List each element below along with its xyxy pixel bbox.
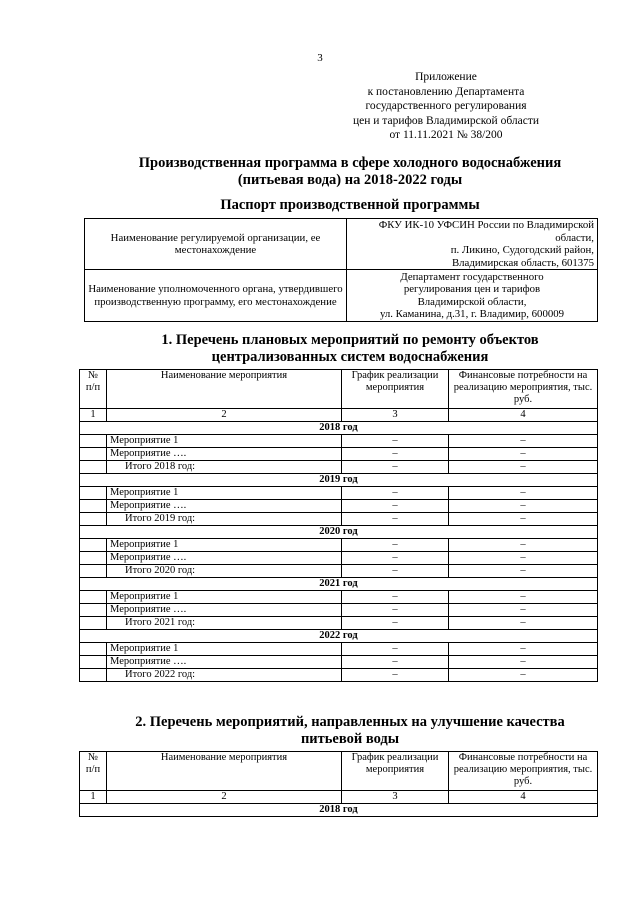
page-number: 3 — [317, 52, 323, 64]
measure-name: Мероприятие 1 — [107, 643, 342, 656]
year-total-label: Итого 2018 год: — [107, 461, 342, 474]
section2-title — [60, 714, 640, 748]
finance-value: – — [449, 552, 598, 565]
table-row — [80, 552, 598, 565]
table-row — [80, 565, 598, 578]
column-number-row — [80, 409, 598, 422]
row-num-cell — [80, 565, 107, 578]
table-row — [80, 448, 598, 461]
appendix-block — [326, 70, 566, 143]
passport-value-line: ФКУ ИК-10 УФСИН России по Владимирской — [378, 219, 594, 231]
title-line: питьевой воды — [300, 731, 400, 747]
year-row — [80, 526, 598, 539]
table-row — [80, 435, 598, 448]
year-label: 2021 год — [80, 578, 598, 591]
table-row — [80, 461, 598, 474]
header-schedule: График реализации мероприятия — [342, 752, 449, 791]
finance-value: – — [449, 643, 598, 656]
finance-value: – — [449, 461, 598, 474]
measure-name: Мероприятие …. — [107, 500, 342, 513]
col-num: 2 — [107, 791, 342, 804]
row-num-cell — [80, 643, 107, 656]
year-row — [80, 578, 598, 591]
measure-name: Мероприятие 1 — [107, 539, 342, 552]
measure-name: Мероприятие 1 — [107, 487, 342, 500]
section1-title — [60, 332, 640, 366]
finance-value: – — [449, 656, 598, 669]
passport-value — [347, 219, 598, 270]
row-num-cell — [80, 604, 107, 617]
finance-value: – — [449, 435, 598, 448]
water-quality-measures-table — [79, 751, 598, 817]
year-row — [80, 804, 598, 817]
table-row — [80, 539, 598, 552]
column-number-row — [80, 791, 598, 804]
year-total-label: Итого 2022 год: — [107, 669, 342, 682]
finance-value: – — [449, 669, 598, 682]
finance-value: – — [449, 565, 598, 578]
finance-value: – — [449, 539, 598, 552]
header-finance: Финансовые потребности на реализацию мероприятия, тыс. руб. — [449, 370, 598, 409]
year-label: 2022 год — [80, 630, 598, 643]
row-num-cell — [80, 591, 107, 604]
passport-value-line: Департамент государственного — [400, 270, 544, 283]
header-name: Наименование мероприятия — [107, 370, 342, 409]
finance-value: – — [449, 513, 598, 526]
title-line: Производственная программа в сфере холодного водоснабжения — [138, 155, 562, 171]
year-total-label: Итого 2021 год: — [107, 617, 342, 630]
schedule-value: – — [342, 669, 449, 682]
passport-row — [85, 270, 598, 322]
table-row — [80, 604, 598, 617]
col-num: 1 — [80, 409, 107, 422]
passport-value-line: ул. Каманина, д.31, г. Владимир, 600009 — [379, 308, 565, 320]
table-body — [80, 422, 598, 682]
table-row — [80, 656, 598, 669]
passport-value-line: области, — [555, 231, 594, 244]
title-line: централизованных систем водоснабжения — [211, 349, 489, 365]
header-schedule: График реализации мероприятия — [342, 370, 449, 409]
appendix-line: цен и тарифов Владимирской области — [352, 114, 540, 127]
schedule-value: – — [342, 591, 449, 604]
year-row — [80, 630, 598, 643]
finance-value: – — [449, 487, 598, 500]
header-name: Наименование мероприятия — [107, 752, 342, 791]
row-num-cell — [80, 435, 107, 448]
measure-name: Мероприятие …. — [107, 656, 342, 669]
appendix-line: к постановлению Департамента — [367, 85, 525, 98]
year-total-label: Итого 2019 год: — [107, 513, 342, 526]
year-label: 2019 год — [80, 474, 598, 487]
passport-value-line: Владимирской области, — [417, 295, 527, 308]
finance-value: – — [449, 500, 598, 513]
schedule-value: – — [342, 552, 449, 565]
title-line: (питьевая вода) на 2018-2022 годы — [237, 172, 463, 188]
passport-table — [84, 218, 598, 322]
col-num: 4 — [449, 409, 598, 422]
table-header-row — [80, 752, 598, 791]
row-num-cell — [80, 539, 107, 552]
appendix-line: от 11.11.2021 № 38/200 — [389, 129, 503, 141]
passport-value-line: регулирования цен и тарифов — [403, 283, 541, 295]
measure-name: Мероприятие 1 — [107, 591, 342, 604]
table-row — [80, 513, 598, 526]
schedule-value: – — [342, 539, 449, 552]
measure-name: Мероприятие 1 — [107, 435, 342, 448]
repair-measures-table — [79, 369, 598, 682]
table-row — [80, 487, 598, 500]
row-num-cell — [80, 617, 107, 630]
table-header-row — [80, 370, 598, 409]
year-row — [80, 422, 598, 435]
schedule-value: – — [342, 643, 449, 656]
title-line: 2. Перечень мероприятий, направленных на улучшение качества — [135, 714, 565, 730]
year-label: 2018 год — [80, 422, 598, 435]
passport-title: Паспорт производственной программы — [220, 197, 480, 213]
table-row — [80, 591, 598, 604]
schedule-value: – — [342, 461, 449, 474]
passport-value-line: п. Ликино, Судогодский район, — [450, 244, 594, 256]
year-row — [80, 474, 598, 487]
measure-name: Мероприятие …. — [107, 552, 342, 565]
finance-value: – — [449, 617, 598, 630]
header-num: № п/п — [80, 752, 107, 791]
col-num: 4 — [449, 791, 598, 804]
measure-name: Мероприятие …. — [107, 604, 342, 617]
col-num: 2 — [107, 409, 342, 422]
appendix-line: Приложение — [415, 71, 477, 83]
row-num-cell — [80, 552, 107, 565]
finance-value: – — [449, 591, 598, 604]
year-total-label: Итого 2020 год: — [107, 565, 342, 578]
finance-value: – — [449, 604, 598, 617]
schedule-value: – — [342, 656, 449, 669]
row-num-cell — [80, 461, 107, 474]
col-num: 1 — [80, 791, 107, 804]
schedule-value: – — [342, 604, 449, 617]
row-num-cell — [80, 448, 107, 461]
row-num-cell — [80, 487, 107, 500]
schedule-value: – — [342, 487, 449, 500]
row-num-cell — [80, 656, 107, 669]
col-num: 3 — [342, 409, 449, 422]
row-num-cell — [80, 669, 107, 682]
header-num: № п/п — [80, 370, 107, 409]
passport-label: Наименование уполномоченного органа, утвердившего производственную программу, его местонахождение — [85, 270, 347, 322]
title-line: 1. Перечень плановых мероприятий по ремонту объектов — [161, 332, 539, 348]
passport-value — [347, 270, 598, 322]
row-num-cell — [80, 500, 107, 513]
schedule-value: – — [342, 617, 449, 630]
passport-value-line: Владимирская область, 601375 — [451, 256, 594, 269]
schedule-value: – — [342, 448, 449, 461]
schedule-value: – — [342, 435, 449, 448]
schedule-value: – — [342, 500, 449, 513]
appendix-line: государственного регулирования — [365, 100, 527, 112]
finance-value: – — [449, 448, 598, 461]
table-row — [80, 617, 598, 630]
schedule-value: – — [342, 565, 449, 578]
year-label: 2018 год — [80, 804, 598, 817]
year-label: 2020 год — [80, 526, 598, 539]
document-title — [60, 155, 640, 189]
measure-name: Мероприятие …. — [107, 448, 342, 461]
table-row — [80, 669, 598, 682]
col-num: 3 — [342, 791, 449, 804]
header-finance: Финансовые потребности на реализацию мероприятия, тыс. руб. — [449, 752, 598, 791]
table-row — [80, 500, 598, 513]
table-row — [80, 643, 598, 656]
row-num-cell — [80, 513, 107, 526]
passport-row — [85, 219, 598, 270]
schedule-value: – — [342, 513, 449, 526]
passport-label: Наименование регулируемой организации, ее местонахождение — [85, 219, 347, 270]
